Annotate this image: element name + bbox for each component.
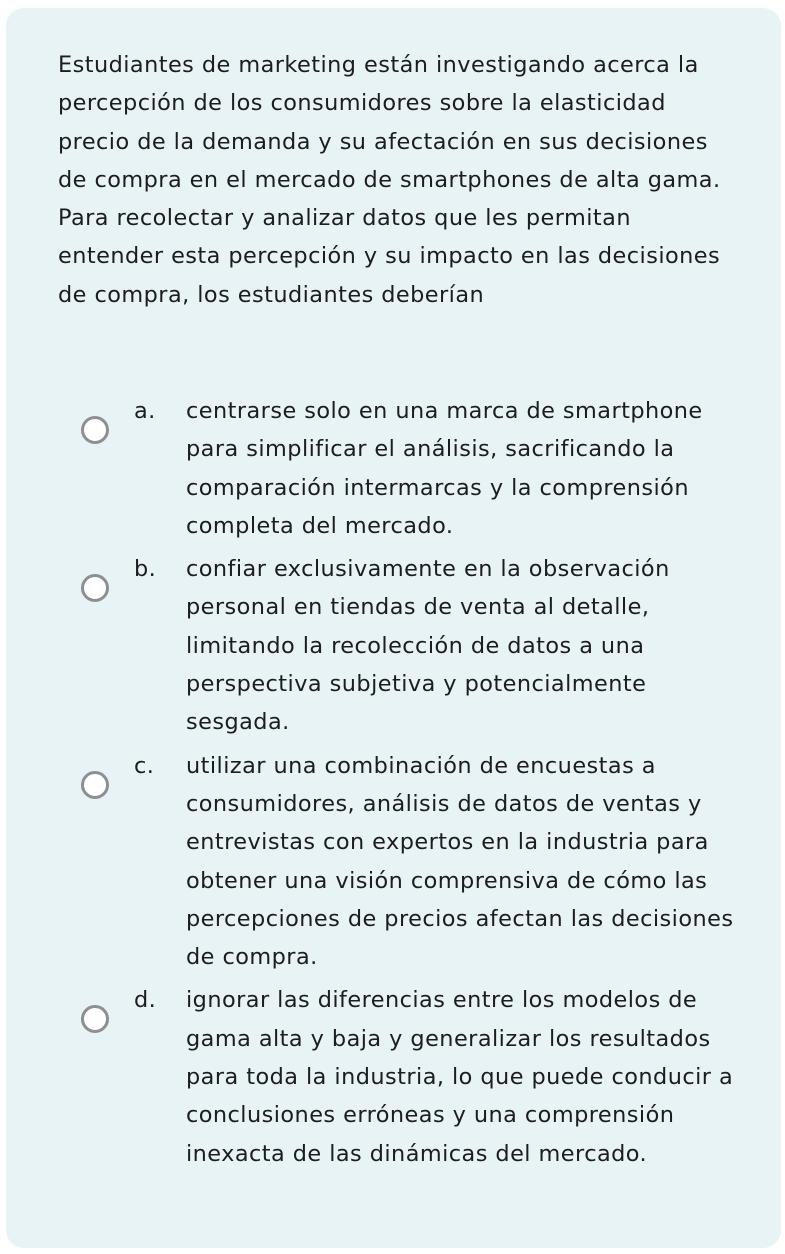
option-letter-b: b. — [134, 556, 157, 583]
option-text-d[interactable]: ignorar las diferencias entre los modelos de gama alta y baja y generalizar los resultados para toda la industria, lo que puede conducir a conclusiones erróneas y una comprensión inexacta de las dinámicas del mercado. — [186, 987, 734, 1167]
radio-button-a[interactable] — [81, 416, 109, 444]
option-text-a[interactable]: centrarse solo en una marca de smartphone para simplificar el análisis, sacrificando la comparación intermarcas y la comprensión completa del mercado. — [186, 398, 703, 539]
option-letter-a: a. — [134, 398, 156, 424]
radio-button-c[interactable] — [81, 771, 109, 799]
question-card — [6, 8, 781, 1248]
radio-button-b[interactable] — [81, 574, 109, 602]
option-letter-c: c. — [134, 752, 155, 779]
answer-options — [6, 392, 781, 1178]
option-d[interactable] — [6, 981, 781, 1172]
question-text: Estudiantes de marketing están investigando acerca la percepción de los consumidores sobre la elasticidad precio de la demanda y su afectación en sus decisiones de compra en el mercado de smartphones de alta gama. Para recolectar y analizar datos que les permitan entender esta percepción y su impacto en las decisiones de compra, los estudiantes deberían — [58, 52, 721, 308]
option-text-b[interactable]: confiar exclusivamente en la observación personal en tiendas de venta al detalle, limitando la recolección de datos a una perspectiva subjetiva y potencialmente sesgada. — [186, 556, 670, 736]
option-b[interactable] — [6, 550, 781, 741]
radio-button-d[interactable] — [81, 1005, 109, 1033]
option-c[interactable] — [6, 747, 781, 977]
option-text-c[interactable]: utilizar una combinación de encuestas a consumidores, análisis de datos de ventas y entrevistas con expertos en la industria para obtener una visión comprensiva de cómo las percepciones de precios afectan las decisiones de compra. — [186, 752, 734, 971]
option-letter-d: d. — [134, 987, 157, 1014]
option-a[interactable] — [6, 392, 781, 545]
